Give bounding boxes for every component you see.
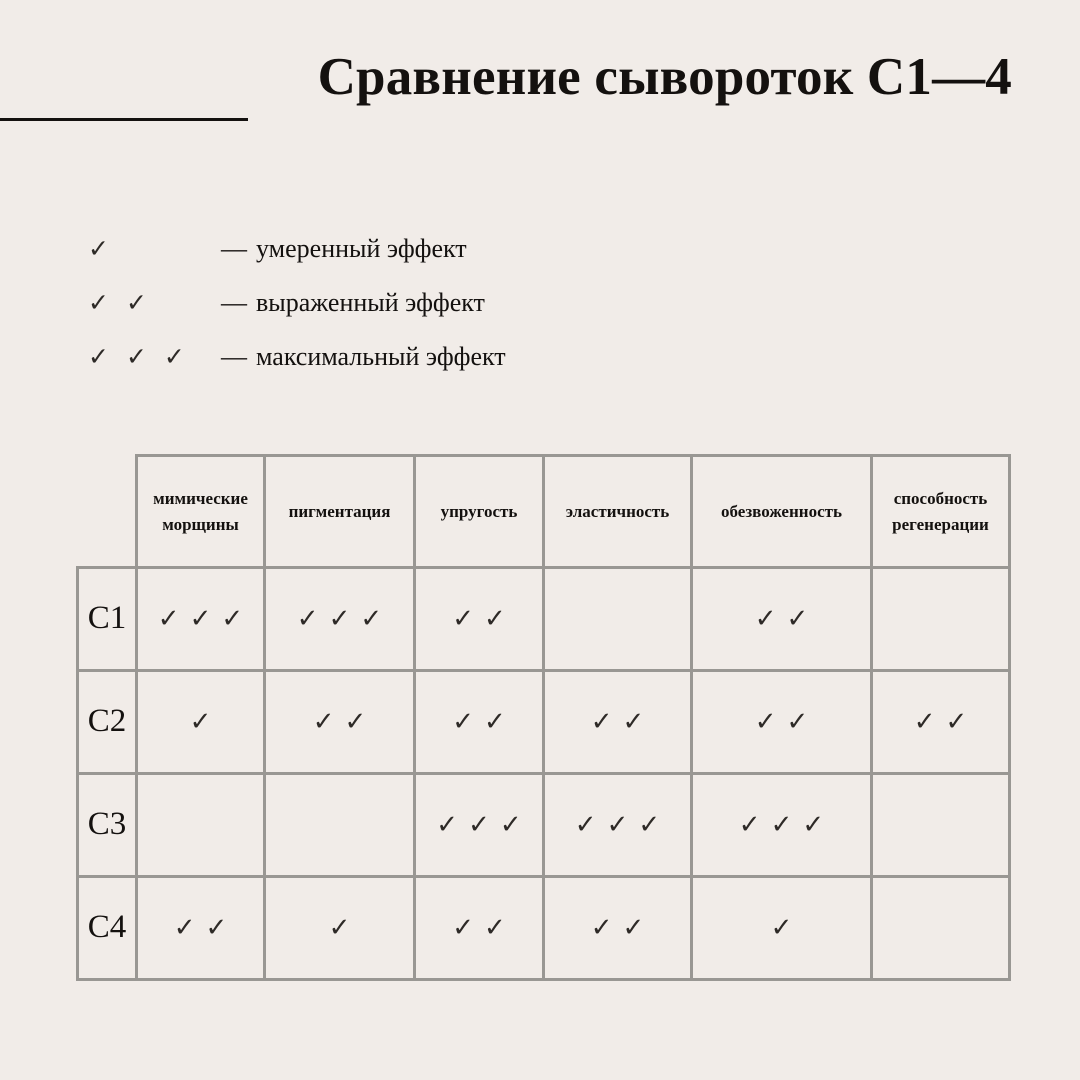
check-icon: ✓ [452, 707, 474, 736]
rating-cell [692, 877, 872, 980]
check-icon: ✓ [606, 810, 629, 839]
column-header: мимические морщины [137, 456, 265, 568]
legend-item [88, 330, 708, 384]
legend [88, 222, 708, 384]
table-header-row [78, 456, 1010, 568]
rating-cell [544, 568, 692, 671]
column-header: пигментация [265, 456, 415, 568]
check-icon: ✓ [189, 707, 212, 736]
rating-checks [693, 672, 870, 772]
row-label: С4 [78, 877, 137, 980]
rating-checks [873, 569, 1008, 669]
legend-dash: — [221, 288, 247, 317]
check-icon: ✓ [786, 707, 809, 736]
column-header: упругость [415, 456, 544, 568]
rating-checks [266, 672, 413, 772]
rating-cell [265, 774, 415, 877]
check-icon: ✓ [945, 707, 968, 736]
legend-text [221, 222, 467, 276]
rating-cell [872, 671, 1010, 774]
check-icon: ✓ [452, 604, 474, 633]
page-title: Сравнение сывороток С1—4 [317, 48, 1012, 106]
rating-cell [872, 568, 1010, 671]
rating-checks [693, 878, 870, 978]
rating-checks [416, 878, 542, 978]
check-icon: ✓ [484, 913, 506, 942]
rating-cell [415, 671, 544, 774]
rating-checks [266, 775, 413, 875]
check-icon: ✓ [590, 707, 613, 736]
check-icon: ✓ [770, 810, 793, 839]
check-icon: ✓ [328, 913, 351, 942]
table-corner-cell [78, 456, 137, 568]
rating-checks [873, 775, 1008, 875]
table-row [78, 671, 1010, 774]
legend-item [88, 222, 708, 276]
check-icon: ✓ [802, 810, 825, 839]
rating-checks [416, 775, 542, 875]
table-body [78, 568, 1010, 980]
check-icon: ✓ [344, 707, 367, 736]
check-icon: ✓ [157, 604, 180, 633]
check-icon: ✓ [913, 707, 936, 736]
check-icon: ✓ [638, 810, 661, 839]
legend-item [88, 276, 708, 330]
column-header: обезвоженность [692, 456, 872, 568]
check-icon: ✓ [622, 913, 645, 942]
rating-cell [137, 877, 265, 980]
rating-cell [415, 568, 544, 671]
legend-checks [88, 222, 218, 276]
check-icon: ✓ [125, 289, 147, 317]
legend-label: умеренный эффект [256, 234, 467, 263]
check-icon: ✓ [312, 707, 335, 736]
check-icon: ✓ [754, 604, 777, 633]
rating-cell [265, 568, 415, 671]
check-icon: ✓ [574, 810, 597, 839]
check-icon: ✓ [88, 235, 109, 263]
row-label: С3 [78, 774, 137, 877]
check-icon: ✓ [786, 604, 809, 633]
check-icon: ✓ [125, 343, 147, 371]
legend-label: максимальный эффект [256, 342, 506, 371]
legend-checks [88, 276, 218, 330]
check-icon: ✓ [770, 913, 793, 942]
check-icon: ✓ [163, 343, 185, 371]
check-icon: ✓ [88, 289, 109, 317]
page-header [0, 0, 1080, 150]
check-icon: ✓ [221, 604, 244, 633]
check-icon: ✓ [622, 707, 645, 736]
check-icon: ✓ [738, 810, 761, 839]
row-label: С1 [78, 568, 137, 671]
check-icon: ✓ [205, 913, 228, 942]
rating-checks [416, 569, 542, 669]
legend-dash: — [221, 342, 247, 371]
check-icon: ✓ [468, 810, 490, 839]
rating-cell [137, 774, 265, 877]
rating-cell [544, 877, 692, 980]
rating-checks [266, 569, 413, 669]
rating-checks [138, 672, 263, 772]
check-icon: ✓ [590, 913, 613, 942]
column-header: эластичность [544, 456, 692, 568]
check-icon: ✓ [88, 343, 109, 371]
comparison-table [76, 454, 1011, 981]
rating-cell [137, 671, 265, 774]
rating-cell [415, 877, 544, 980]
title-rule [0, 118, 248, 121]
rating-checks [545, 672, 690, 772]
rating-cell [265, 671, 415, 774]
rating-checks [693, 569, 870, 669]
rating-cell [137, 568, 265, 671]
rating-cell [692, 568, 872, 671]
row-label: С2 [78, 671, 137, 774]
rating-cell [265, 877, 415, 980]
check-icon: ✓ [754, 707, 777, 736]
rating-checks [545, 775, 690, 875]
rating-cell [544, 671, 692, 774]
rating-cell [872, 774, 1010, 877]
check-icon: ✓ [484, 604, 506, 633]
table-row [78, 568, 1010, 671]
check-icon: ✓ [328, 604, 351, 633]
legend-label: выраженный эффект [256, 288, 485, 317]
rating-checks [545, 878, 690, 978]
check-icon: ✓ [484, 707, 506, 736]
table-row [78, 774, 1010, 877]
check-icon: ✓ [296, 604, 319, 633]
check-icon: ✓ [173, 913, 196, 942]
rating-checks [873, 672, 1008, 772]
column-header: способность регенерации [872, 456, 1010, 568]
rating-cell [872, 877, 1010, 980]
rating-cell [692, 671, 872, 774]
check-icon: ✓ [360, 604, 383, 633]
check-icon: ✓ [499, 810, 522, 839]
rating-cell [692, 774, 872, 877]
check-icon: ✓ [436, 810, 459, 839]
legend-text [221, 276, 485, 330]
legend-dash: — [221, 234, 247, 263]
table-row [78, 877, 1010, 980]
rating-checks [138, 775, 263, 875]
comparison-table-container [76, 454, 1008, 970]
rating-cell [544, 774, 692, 877]
rating-checks [138, 569, 263, 669]
rating-checks [545, 569, 690, 669]
rating-checks [693, 775, 870, 875]
check-icon: ✓ [452, 913, 474, 942]
legend-text [221, 330, 506, 384]
rating-checks [138, 878, 263, 978]
rating-checks [873, 878, 1008, 978]
rating-checks [416, 672, 542, 772]
legend-checks [88, 330, 218, 384]
rating-checks [266, 878, 413, 978]
check-icon: ✓ [189, 604, 212, 633]
rating-cell [415, 774, 544, 877]
